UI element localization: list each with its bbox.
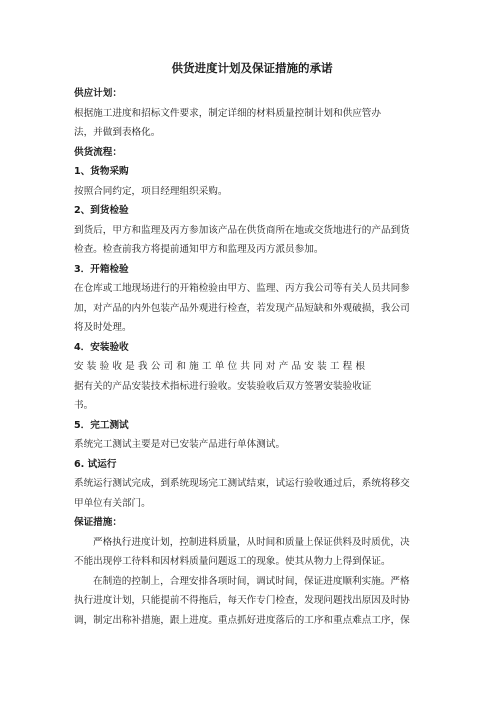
- supply-plan-text-line: 法，并做到表格化。: [74, 127, 161, 138]
- step-text-line: 安装验收是我公司和施工单位共同对产品安装工程根: [74, 361, 369, 372]
- step-text-line: 甲单位有关部门。: [74, 497, 151, 509]
- step-text-line: 据有关的产品安装技术指标进行验收。安装验收后双方签署安装验收证: [74, 380, 372, 392]
- guarantee-text-line: 执行进度计划，只能提前不得拖后，每天作专门检查，发现问题找出原因及时协: [74, 595, 410, 606]
- step-text-line: 到货后，甲方和监理及丙方参加该产品在供货商所在地或交货地进行的产品到货: [74, 224, 410, 236]
- step-heading-arrival-check: 2、到货检验: [74, 205, 129, 216]
- guarantee-text-line: 不能出现停工待料和因材料质量问题返工的现象。使其从物力上得到保证。: [74, 556, 391, 567]
- process-heading: 供货流程：: [74, 146, 122, 158]
- step-text-line: 系统运行测试完成，到系统现场完工测试结束，试运行验收通过后，系统将移交: [74, 478, 410, 489]
- supply-plan-heading: 供应计划：: [74, 88, 122, 99]
- step-text-line: 将及时处理。: [74, 322, 132, 333]
- step-text-line: 系统完工测试主要是对已安装产品进行单体测试。: [74, 439, 286, 450]
- step-text-line: 书。: [74, 400, 94, 411]
- step-text-line: 按照合同约定，项目经理组织采购。: [74, 185, 228, 197]
- supply-plan-text-line: 根据施工进度和招标文件要求，制定详细的材料质量控制计划和供应管办: [74, 107, 381, 119]
- guarantee-heading: 保证措施：: [74, 517, 122, 528]
- guarantee-text-line: 严格执行进度计划，控制进料质量，从时间和质量上保证供料及时质优，决: [93, 536, 410, 548]
- step-text-line: 加，对产品的内外包装产品外观进行检查，若发现产品短缺和外观破损，我公司: [74, 302, 410, 314]
- step-heading-unpacking: 3．开箱检验: [74, 263, 129, 275]
- step-heading-installation: 4．安装验收: [74, 341, 129, 353]
- guarantee-text-line: 调，制定出称补措施，跟上进度。重点抓好进度落后的工序和重点难点工序，保: [74, 614, 410, 626]
- document-title: 供货进度计划及保证措施的承诺: [171, 61, 333, 75]
- step-text-line: 检查。检查前我方将提前通知甲方和监理及丙方派员参加。: [74, 244, 324, 255]
- step-text-line: 在仓库或工地现场进行的开箱检验由甲方、监理、丙方我公司等有关人员共同参: [74, 283, 410, 294]
- step-heading-completion-test: 5．完工测试: [74, 419, 129, 431]
- step-heading-trial-run: 6. 试运行: [74, 458, 117, 470]
- guarantee-text-line: 在制造的控制上，合理安排各项时间，调试时间，保证进度顺利实施。严格: [93, 575, 410, 587]
- step-heading-purchase: 1、货物采购: [74, 166, 129, 177]
- document-page: [74, 60, 430, 630]
